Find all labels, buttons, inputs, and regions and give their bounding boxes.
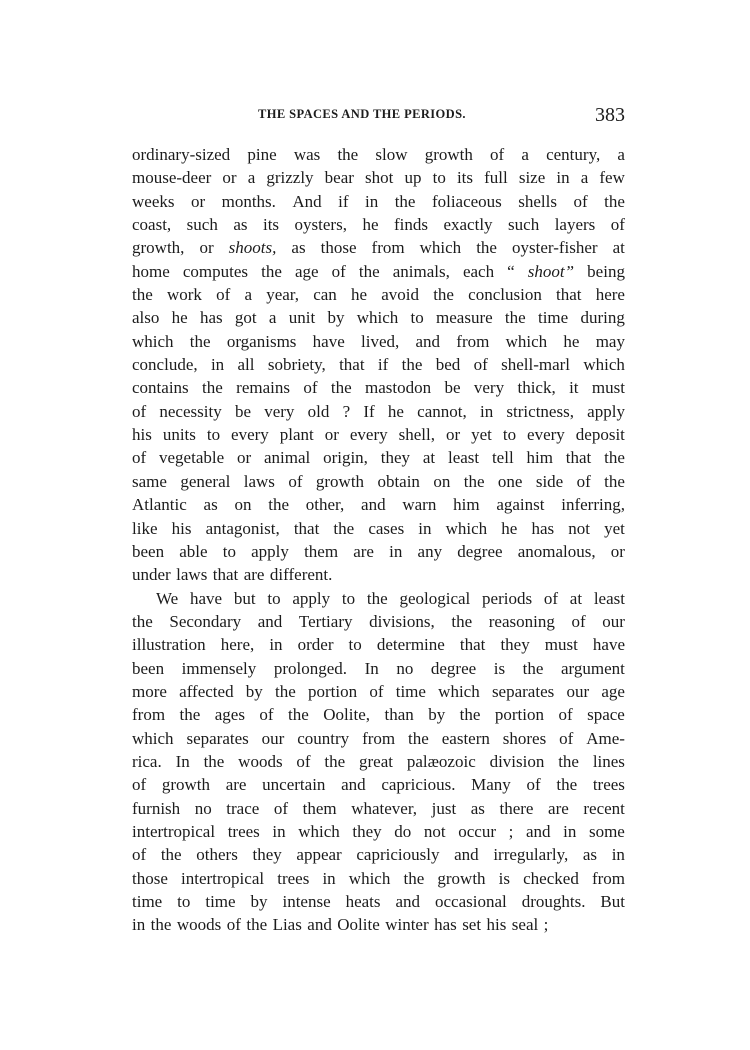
- text-line: been able to apply them are in any degree anomalous, or: [132, 541, 625, 561]
- text-line: mouse-deer or a grizzly bear shot up to its full size in a few: [132, 168, 625, 188]
- text-line: like his antagonist, that the cases in which he has not yet: [132, 518, 625, 538]
- running-title: THE SPACES AND THE PERIODS.: [258, 107, 466, 121]
- text-line: intertropical trees in which they do not occur ; and in some: [132, 821, 625, 841]
- text-line: time to time by intense heats and occasional droughts. But: [132, 892, 625, 911]
- text-line: same general laws of growth obtain on the one side of the: [132, 471, 625, 491]
- text-line: from the ages of the Oolite, than by the portion of space: [132, 705, 625, 725]
- body-text: [132, 143, 625, 937]
- text-line: weeks or months. And if in the foliaceous shells of the: [132, 191, 625, 211]
- text-line: conclude, in all sobriety, that if the bed of shell-marl which: [132, 355, 625, 375]
- text-line: the work of a year, can he avoid the conclusion that here: [132, 285, 625, 305]
- text-line: in the woods of the Lias and Oolite winter has set his seal ;: [132, 915, 549, 935]
- text-line: of vegetable or animal origin, they at least tell him that the: [132, 448, 625, 468]
- text-line: which the organisms have lived, and from which he may: [132, 331, 625, 351]
- paragraph: [132, 587, 625, 937]
- text-line: also he has got a unit by which to measure the time during: [132, 308, 625, 328]
- text-line: of the others they appear capriciously and irregularly, as in: [132, 845, 625, 865]
- text-line: illustration here, in order to determine that they must have: [132, 635, 625, 655]
- text-line: coast, such as its oysters, he finds exactly such layers of: [132, 215, 625, 235]
- text-line: more affected by the portion of time which separates our age: [132, 681, 625, 701]
- text-line: his units to every plant or every shell, or yet to every deposit: [132, 425, 625, 445]
- text-line: those intertropical trees in which the growth is checked from: [132, 868, 625, 888]
- paragraph: [132, 143, 625, 587]
- text-line: been immensely prolonged. In no degree is the argument: [132, 658, 625, 678]
- text-line: of necessity be very old ? If he cannot, in strictness, apply: [132, 401, 625, 421]
- text-line: home computes the age of the animals, each “ shoot” being: [132, 261, 625, 281]
- text-line: Atlantic as on the other, and warn him against inferring,: [132, 495, 625, 515]
- text-line: the Secondary and Tertiary divisions, the reasoning of our: [132, 611, 625, 631]
- text-line: ordinary-sized pine was the slow growth of a century, a: [132, 145, 625, 164]
- text-line: rica. In the woods of the great palæozoic division the lines: [132, 751, 625, 771]
- text-line: contains the remains of the mastodon be very thick, it must: [132, 378, 625, 398]
- text-line: which separates our country from the eastern shores of Ame-: [132, 728, 625, 748]
- page-header: [258, 104, 625, 128]
- text-line: growth, or shoots, as those from which the oyster-fisher at: [132, 238, 625, 258]
- page-number: 383: [595, 104, 625, 126]
- text-line: We have but to apply to the geological periods of at least: [156, 588, 625, 608]
- text-line: under laws that are different.: [132, 565, 333, 585]
- text-line: furnish no trace of them whatever, just as there are recent: [132, 798, 625, 818]
- text-line: of growth are uncertain and capricious. Many of the trees: [132, 775, 625, 795]
